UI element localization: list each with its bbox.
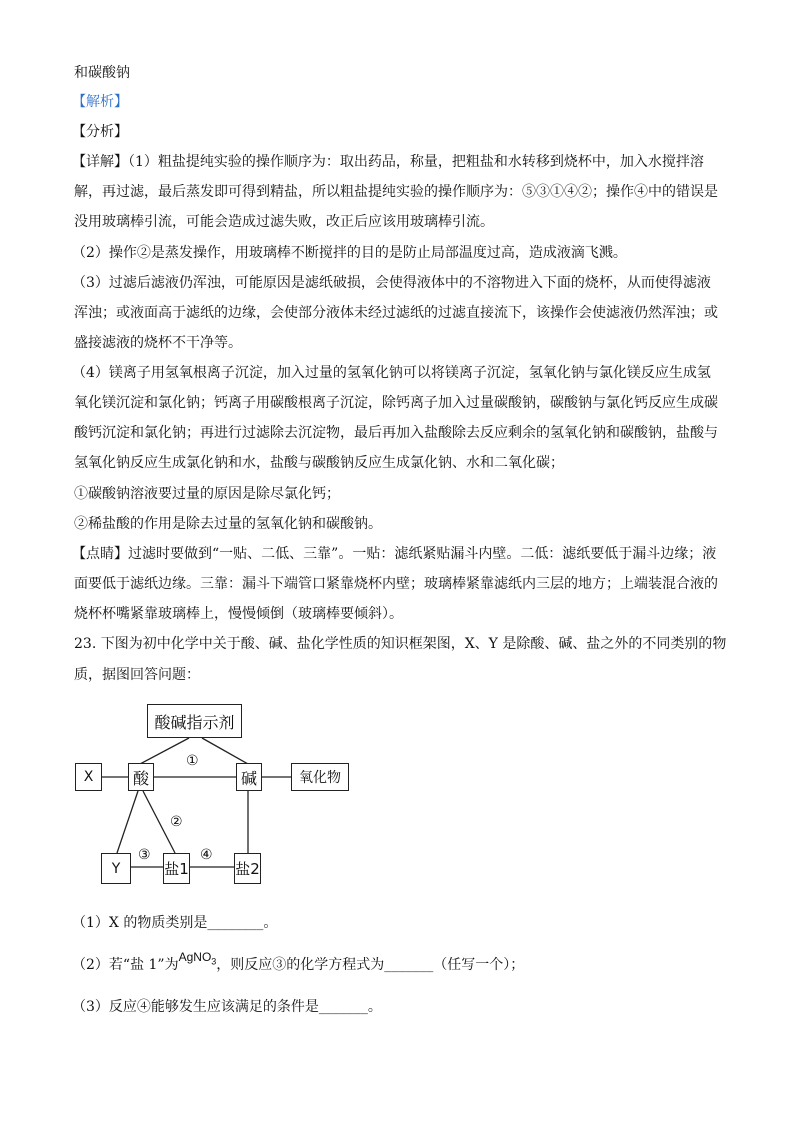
y-box — [101, 853, 131, 884]
oxide-label: 氧化物 — [299, 770, 341, 786]
detail-line-8: （4）镁离子用氢氧根离子沉淀，加入过量的氢氧化钠可以将镁离子沉淀，氢氧化钠与氯化镁反应生成氢 — [72, 365, 711, 381]
detail-line-6: 浑浊；或液面高于滤纸的边缘，会使部分液体未经过滤纸的过滤直接流下，该操作会使滤液仍然浑浊；或 — [74, 305, 718, 321]
formula-main: AgNO — [178, 950, 212, 964]
salt2-box — [234, 853, 261, 884]
tip-line-3: 烧杯杯嘴紧靠玻璃棒上，慢慢倾倒（玻璃棒要倾斜）。 — [74, 606, 403, 622]
detail-line-4: （2）操作②是蒸发操作，用玻璃棒不断搅拌的目的是防止局部温度过高，造成液滴飞溅。 — [72, 245, 627, 261]
base-box — [236, 763, 262, 791]
x-box — [75, 763, 102, 791]
agno3-formula — [178, 950, 217, 967]
question-2 — [72, 950, 525, 979]
question-23-line-1: 23. 下图为初中化学中关于酸、碱、盐化学性质的知识框架图，X、Y 是除酸、碱、盐之外的不同类别的物 — [74, 636, 727, 652]
indicator-label: 酸碱指示剂 — [154, 712, 235, 732]
formula-subscript: 3 — [211, 956, 217, 967]
fenxi-heading: 【分析】 — [72, 124, 128, 140]
reaction-4-label: ④ — [200, 847, 213, 863]
detail-line-1: 【详解】（1）粗盐提纯实验的操作顺序为：取出药品，称量，把粗盐和水转移到烧杯中，加入水搅拌溶 — [72, 154, 704, 170]
question-2-suffix: ，则反应③的化学方程式为_______（任写一个）； — [216, 957, 525, 973]
text-line-1: 和碳酸钠 — [74, 65, 130, 81]
detail-line-11: 氢氧化钠反应生成氯化钠和水，盐酸与碳酸钠反应生成氯化钠、水和二氧化碳； — [74, 455, 564, 471]
question-3: （3）反应④能够发生应该满足的条件是_______。 — [72, 999, 382, 1015]
indicator-box — [147, 704, 242, 738]
salt1-label: 盐1 — [164, 860, 189, 878]
detail-line-5: （3）过滤后滤液仍浑浊，可能原因是滤纸破损，会使得液体中的不溶物进入下面的烧杯，从而使得滤液 — [72, 275, 711, 291]
oxide-box — [291, 763, 349, 791]
detail-line-3: 没用玻璃棒引流，可能会造成过滤失败，改正后应该用玻璃棒引流。 — [74, 214, 494, 230]
question-2-prefix: （2）若“盐 1”为 — [72, 957, 179, 973]
base-label: 碱 — [240, 768, 257, 788]
analysis-heading: 【解析】 — [72, 94, 128, 110]
acid-label: 酸 — [132, 768, 149, 788]
detail-line-2: 解，再过滤，最后蒸发即可得到精盐，所以粗盐提纯实验的操作顺序为：⑤③①④②；操作④中的错误是 — [74, 184, 718, 200]
reaction-2-label: ② — [170, 814, 183, 830]
detail-line-10: 酸钙沉淀和氯化钠；再进行过滤除去沉淀物，最后再加入盐酸除去反应剩余的氢氧化钠和碳酸钠，盐酸与 — [74, 425, 718, 441]
question-23-line-2: 质，据图回答问题： — [74, 667, 200, 683]
salt1-box — [163, 853, 190, 884]
x-label: X — [83, 769, 94, 785]
detail-line-13: ②稀盐酸的作用是除去过量的氢氧化钠和碳酸钠。 — [74, 516, 382, 532]
detail-line-9: 氧化镁沉淀和氯化钠；钙离子用碳酸根离子沉淀，除钙离子加入过量碳酸钠，碳酸钠与氯化钙反应生成碳 — [74, 395, 718, 411]
tip-line-2: 面要低于滤纸边缘。三靠：漏斗下端管口紧靠烧杯内壁；玻璃棒紧靠滤纸内三层的地方；上端装混合液的 — [74, 576, 718, 592]
detail-line-12: ①碳酸钠溶液要过量的原因是除尽氯化钙； — [74, 486, 340, 502]
detail-line-7: 盛接滤液的烧杯不干净等。 — [74, 335, 242, 351]
salt2-label: 盐2 — [235, 860, 260, 878]
reaction-1-label: ① — [186, 753, 199, 769]
tip-line-1: 【点睛】过滤时要做到“一贴、二低、三靠”。一贴：滤纸紧贴漏斗内壁。二低：滤纸要低于漏斗边缘；液 — [72, 546, 717, 562]
question-1: （1）X 的物质类别是________。 — [72, 915, 278, 931]
acid-box — [128, 763, 154, 791]
y-label: Y — [111, 860, 121, 877]
reaction-3-label: ③ — [138, 847, 151, 863]
